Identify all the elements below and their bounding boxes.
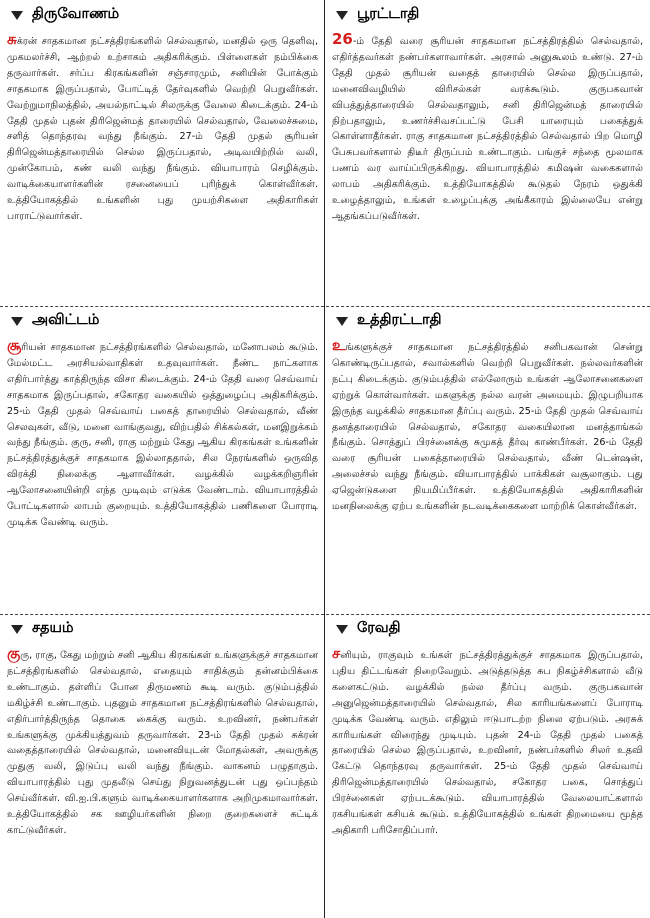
section-text: க்ரன் சாதகமான நட்சத்திரங்களில் செல்வதால், மனதில் ஒரு தெளிவு, முகமலர்ச்சி, ஆற்றல் உற்சாகம் அதிகரிக்கும். பிள்ளைகள் நம்பிக்கை தருவார்கள். சர்ப்ப கிரகங்களின் சஞ்சாரமும், சனியின் போக்கும் சாதகமாக இருப்பதால், போட்டித் தேர்வுகளில் வெற்றி பெறுவீர்கள். வேற்றுமாநிலத்தில், அயல்நாட்டில் சிலருக்கு வேலை கிடைக்கும். 24-ம் தேதி முதல் புதன் திரிஜென்மத் தாரையில் செல்வதால், வேலைச்சுமை, சளித் தொந்தரவு வந்து நீங்கும். 27-ம் தேதி முதல் சூரியன் திரிஜென்மத்தாரையில் செல்ல இருப்பதால், அடிவயிற்றில் வலி, முன்கோபம், கண் வலி வந்து நீங்கும். வியாபாரம் செழிக்கும். வாடிக்கையாளர்களின் ரசனையைப் புரிந்துக் கொள்வீர்கள். உத்தியோகத்தில் உங்களின் புது முயற்சிகளை அதிகாரிகள் பாராட்டுவார்கள். xyxy=(7,36,318,222)
drop-cap: சூ xyxy=(7,336,22,354)
triangle-bullet-icon xyxy=(336,11,348,20)
section-header xyxy=(7,309,318,333)
section-text: ரியன் சாதகமான நட்சத்திரங்களில் செல்வதால், மனோபலம் கூடும். மேல்மட்ட அரசியல்வாதிகள் உதவுவார்கள். நீண்ட நாட்களாக எதிர்பார்த்து காத்திருந்த விசா கிடைக்கும். 24-ம் தேதி வரை செவ்வாய் சாதகமாக இருப்பதால், சகோதர வகையில் ஒத்துழைப்பு அதிகரிக்கும். 25-ம் தேதி முதல் செவ்வாய் பகைத் தாரையில் செல்வதால், வீண் செலவுகள், வீடு, மனை வாங்குவது, விற்பதில் சிக்கல்கள், மனஇறுக்கம் வந்து நீங்கும். குரு, சனி, ராகு மற்றும் கேது ஆகிய கிரகங்கள் உங்களின் நட்சத்திரத்துக்குச் சாதகமாக இல்லாததால், சில நேரங்களில் ஒருவித விரக்தி நிலைக்கு ஆளாவீர்கள். வழக்கில் வழக்கறிஞரின் ஆலோசனையின்றி எந்த முடிவும் எடுக்க வேண்டாம். வியாபாரத்தில் போட்டிகளால் லாபம் குறையும். உத்தியோகத்தில் பணிகளை போராடி முடிக்க வேண்டி வரும். xyxy=(7,342,318,528)
row-divider xyxy=(0,306,650,307)
section-title: ரேவதி xyxy=(357,620,401,636)
section-avittam xyxy=(0,306,325,614)
section-thiruvonam xyxy=(0,0,325,306)
section-header xyxy=(332,617,643,641)
column-divider xyxy=(324,0,325,918)
section-revathi xyxy=(325,614,650,918)
section-text: -ம் தேதி வரை சூரியன் சாதகமான நட்சத்திரத்தில் செல்வதால், எதிர்த்தவர்கள் நண்பர்களாவார்கள். அரசால் அனுகூலம் உண்டு. 27-ம் தேதி முதல் சூரியன் வதைத் தாரையில் செல்ல இருப்பதால், மனைவிவழியில் விரிசல்கள் வரக்கூடும். குருபகவான் விபத்துத்தாரையில் செல்வதாலும், சனி திரிஜென்மத் தாரையில் நிற்பதாலும், உணர்ச்சிவசப்பட்டு பேசி யாரையும் பகைத்துக் கொள்ளாதீர்கள். ராகு சாதகமான நட்சத்திரத்தில் செல்வதால் பிற மொழி பேசுபவர்களால் திடீர் திருப்பம் உண்டாகும். பங்குச் சந்தை மூலமாக பணம் வர வாய்ப்பிருக்கிறது. வியாபாரத்தில் கமிஷன் வகைகளால் லாபம் அதிகரிக்கும். உத்தியோகத்தில் கூடுதல் நேரம் ஒதுக்கி உழைத்தாலும், உங்கள் உழைப்புக்கு அங்கீகாரம் இல்லையே என்று ஆதங்கப்படுவீர்கள். xyxy=(332,36,643,222)
drop-cap: ச xyxy=(332,644,341,662)
section-body xyxy=(7,336,318,531)
triangle-bullet-icon xyxy=(11,625,23,634)
section-title: திருவோணம் xyxy=(32,6,120,22)
section-text: ரு, ராகு, கேது மற்றும் சனி ஆகிய கிரகங்கள் உங்களுக்குச் சாதகமான நட்சத்திரங்களில் செல்வதால், எதையும் சாதிக்கும் தன்னம்பிக்கை உண்டாகும். தள்ளிப் போன திருமணம் கூடி வரும். குடும்பத்தில் மகிழ்ச்சி உண்டாகும். புதனும் சாதகமான நட்சத்திரங்களில் செல்வதால், எதிர்பார்த்திருந்த தொகை கைக்கு வரும். உறவினர், நண்பர்கள் உங்களுக்கு முக்கியத்துவம் தருவார்கள். 23-ம் தேதி முதல் சுக்ரன் வதைத்தாரையில் செல்வதால், மனைவியுடன் மோதல்கள், அவருக்கு முதுகு வலி, இடுப்பு வலி வந்து நீங்கும். வாகனம் பழுதாகும். வியாபாரத்தில் புது முதலீடு செய்து நிறுவனத்துடன் புது ஒப்பந்தம் செய்வீர்கள். வி.ஐ.பி.களும் வாடிக்கையாளர்களாக அறிமுகமாவார்கள். உத்தியோகத்தில் சக ஊழியர்களின் நிறை குறைகளைச் சுட்டிக் காட்டுவீர்கள். xyxy=(7,650,318,836)
drop-cap: கு xyxy=(7,644,21,662)
section-text: ங்களுக்குச் சாதகமான நட்சத்திரத்தில் சனிபகவான் சென்று கொண்டிருப்பதால், சவால்களில் வெற்றி பெறுவீர்கள். நல்லவர்களின் நட்பு கிடைக்கும். குடும்பத்தில் எல்லோரும் உங்கள் ஆலோசனைகளை ஏற்றுக் கொள்வார்கள். மகளுக்கு நல்ல வரன் அமையும். இழுபறியாக இருந்த வழக்கில் சாதகமான தீர்ப்பு வரும். 25-ம் தேதி முதல் செவ்வாய் தனத்தாரையில் செல்வதால், சகோதர வகையிலான மனத்தாங்கல் நீங்கும். சொத்துப் பிரச்னைக்கு சுமுகத் தீர்வு காண்பீர்கள். 26-ம் தேதி வரை சூரியன் பகைத்தாரையில் செல்வதால், வீண் டென்ஷன், அலைச்சல் வந்து நீங்கும். வியாபாரத்தில் பாக்கிகள் வசூலாகும். புது ஏஜென்டுகளை நியமிப்பீர்கள். உத்தியோகத்தில் அதிகாரிகளின் மனநிலைக்கு ஏற்ப உங்களின் நடவடிக்கைகளை மாற்றிக் கொள்வீர்கள். xyxy=(332,342,643,513)
triangle-bullet-icon xyxy=(11,11,23,20)
section-header xyxy=(7,617,318,641)
section-header xyxy=(7,3,318,27)
section-header xyxy=(332,3,643,27)
triangle-bullet-icon xyxy=(336,317,348,326)
section-text: னியும், ராகுவும் உங்கள் நட்சத்திரத்துக்குச் சாதகமாக இருப்பதால், புதிய திட்டங்கள் நிறைவேறும். அடுத்தடுத்த சுப நிகழ்ச்சிகளால் வீடு களைகட்டும். வழக்கில் நல்ல தீர்ப்பு வரும். குருபகவான் அனுஜென்மத்தாரையில் செல்வதால், சில காரியங்களைப் போராடி முடிக்க வேண்டி வரும். எதிலும் ஈடுபாடற்ற நிலை ஏற்படும். அரசுக் காரியங்கள் விரைந்து முடியும். புதன் 24-ம் தேதி முதல் பகைத் தாரையில் செல்ல இருப்பதால், உறவினர், நண்பர்களில் சிலர் உதவி கேட்டு தொந்தரவு தருவார்கள். 25-ம் தேதி முதல் செவ்வாய் திரிஜென்மத்தாரையில் செல்வதால், சகோதர பகை, சொத்துப் பிரச்னைகள் ஏற்படக்கூடும். வியாபாரத்தில் வேலையாட்களால் ரகசியங்கள் கசியக் கூடும். உத்தியோகத்தில் உங்கள் திறமையை மூத்த அதிகாரி பரிசோதிப்பார். xyxy=(332,650,643,836)
drop-cap: உ xyxy=(332,336,346,354)
section-sathayam xyxy=(0,614,325,918)
section-uthirattathi xyxy=(325,306,650,614)
section-title: உத்திரட்டாதி xyxy=(357,312,442,328)
section-body xyxy=(332,336,643,515)
row-divider xyxy=(0,614,650,615)
section-title: அவிட்டம் xyxy=(32,312,100,328)
section-body xyxy=(332,644,643,839)
triangle-bullet-icon xyxy=(336,625,348,634)
drop-cap: சு xyxy=(7,30,17,48)
section-header xyxy=(332,309,643,333)
drop-cap: 26 xyxy=(332,30,353,48)
section-title: சதயம் xyxy=(32,620,74,636)
triangle-bullet-icon xyxy=(11,317,23,326)
section-body xyxy=(7,30,318,225)
section-body xyxy=(7,644,318,839)
section-body xyxy=(332,30,643,225)
section-title: பூரட்டாதி xyxy=(357,6,420,22)
section-pooradathi xyxy=(325,0,650,306)
